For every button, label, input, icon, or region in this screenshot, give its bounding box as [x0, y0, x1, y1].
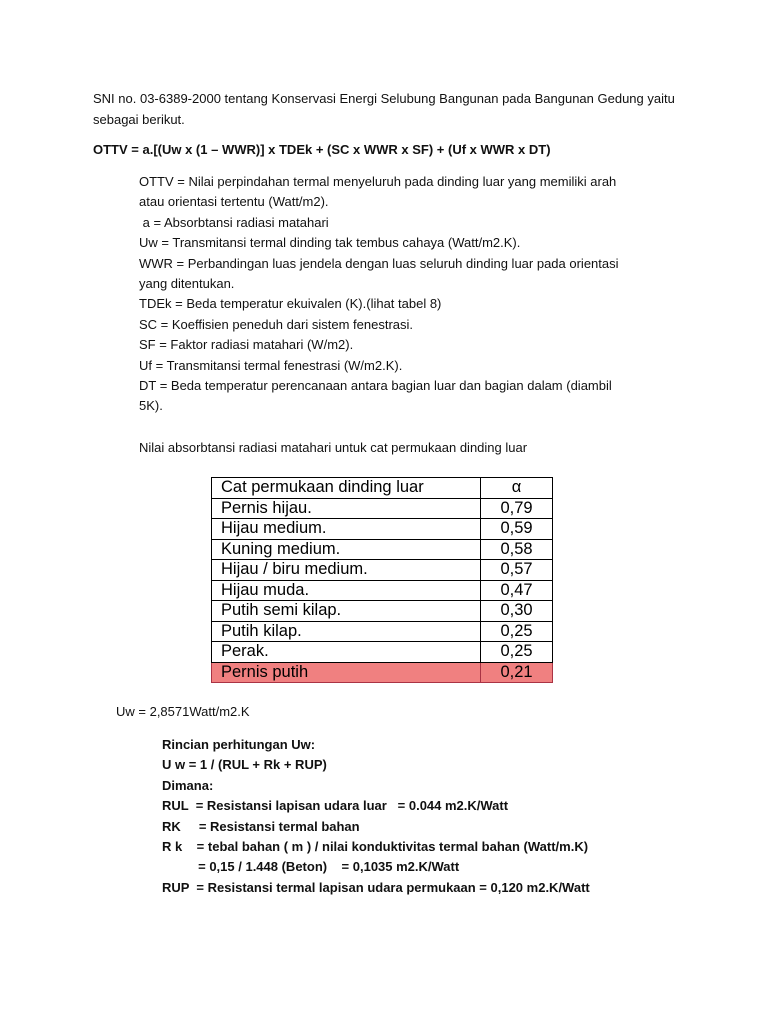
table-row	[212, 539, 553, 560]
surface-cell: Hijau / biru medium.	[212, 560, 481, 581]
alpha-cell: 0,47	[481, 580, 553, 601]
table-header-row	[212, 478, 553, 499]
definition-line: OTTV = Nilai perpindahan termal menyeluruh pada dinding luar yang memiliki arah	[139, 174, 617, 189]
definitions-list	[139, 172, 679, 417]
definition-line: a = Absorbtansi radiasi matahari	[139, 214, 329, 230]
alpha-cell: 0,25	[481, 642, 553, 663]
surface-cell: Putih semi kilap.	[212, 601, 481, 622]
surface-cell: Putih kilap.	[212, 621, 481, 642]
absorptance-table	[211, 477, 553, 683]
intro-paragraph: SNI no. 03-6389-2000 tentang Konservasi Energi Selubung Bangunan pada Bangunan Gedung yaitu sebagai berikut.	[93, 91, 675, 127]
surface-cell: Perak.	[212, 642, 481, 663]
definition-line: DT = Beda temperatur perencanaan antara bagian luar dan bagian dalam (diambil	[139, 378, 612, 394]
uw-calculation	[162, 735, 722, 898]
alpha-cell: 0,58	[481, 539, 553, 560]
surface-cell: Pernis putih	[212, 662, 481, 683]
column-header-surface: Cat permukaan dinding luar	[212, 478, 481, 499]
definition-line: TDEk = Beda temperatur ekuivalen (K).(lihat tabel 8)	[139, 296, 442, 312]
calc-line: RK = Resistansi termal bahan	[162, 818, 360, 834]
highlighted-table-row	[212, 662, 553, 683]
table-row	[212, 519, 553, 540]
table-row	[212, 621, 553, 642]
definition-line: yang ditentukan.	[139, 276, 235, 292]
definition-line: Uf = Transmitansi termal fenestrasi (W/m2.K).	[139, 357, 403, 373]
calc-line: Dimana:	[162, 777, 214, 793]
table-caption: Nilai absorbtansi radiasi matahari untuk cat permukaan dinding luar	[139, 440, 528, 455]
table-row	[212, 642, 553, 663]
alpha-cell: 0,79	[481, 498, 553, 519]
alpha-cell: 0,57	[481, 560, 553, 581]
ottv-formula: OTTV = a.[(Uw x (1 – WWR)] x TDEk + (SC x WWR x SF) + (Uf x WWR x DT)	[93, 142, 551, 157]
definition-line: SC = Koeffisien peneduh dari sistem fenestrasi.	[139, 316, 413, 332]
table-row	[212, 601, 553, 622]
uw-value: Uw = 2,8571Watt/m2.K	[116, 704, 250, 719]
surface-cell: Hijau medium.	[212, 519, 481, 540]
calc-line: U w = 1 / (RUL + Rk + RUP)	[162, 757, 327, 773]
surface-cell: Pernis hijau.	[212, 498, 481, 519]
table-row	[212, 560, 553, 581]
definition-line: Uw = Transmitansi termal dinding tak tembus cahaya (Watt/m2.K).	[139, 235, 521, 251]
alpha-cell: 0,21	[481, 662, 553, 683]
surface-cell: Kuning medium.	[212, 539, 481, 560]
calc-line: Rincian perhitungan Uw:	[162, 737, 316, 752]
definition-line: SF = Faktor radiasi matahari (W/m2).	[139, 337, 354, 353]
alpha-cell: 0,59	[481, 519, 553, 540]
alpha-cell: 0,30	[481, 601, 553, 622]
surface-cell: Hijau muda.	[212, 580, 481, 601]
calc-line: R k = tebal bahan ( m ) / nilai konduktivitas termal bahan (Watt/m.K)	[162, 839, 589, 855]
alpha-cell: 0,25	[481, 621, 553, 642]
definition-line: atau orientasi tertentu (Watt/m2).	[139, 194, 329, 210]
definition-line: WWR = Perbandingan luas jendela dengan luas seluruh dinding luar pada orientasi	[139, 255, 619, 271]
table-row	[212, 580, 553, 601]
column-header-alpha: α	[481, 478, 553, 499]
calc-line: = 0,15 / 1.448 (Beton) = 0,1035 m2.K/Watt	[162, 859, 460, 875]
calc-line: RUP = Resistansi termal lapisan udara permukaan = 0,120 m2.K/Watt	[162, 879, 590, 895]
table-row	[212, 498, 553, 519]
definition-line: 5K).	[139, 398, 163, 414]
calc-line: RUL = Resistansi lapisan udara luar = 0.044 m2.K/Watt	[162, 798, 509, 814]
